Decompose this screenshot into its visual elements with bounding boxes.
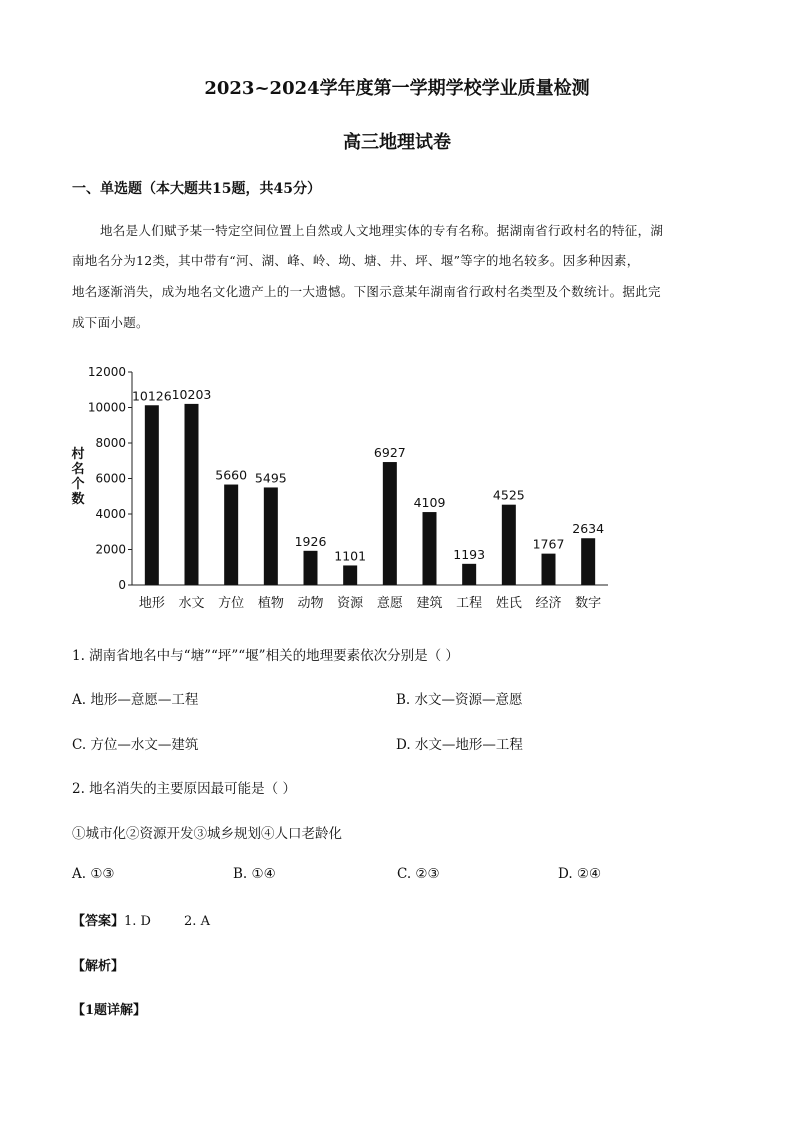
detail-label: 【1题详解】 bbox=[72, 1003, 147, 1018]
answer-line bbox=[72, 910, 210, 929]
bar-7 bbox=[383, 462, 397, 585]
bar-4 bbox=[264, 487, 278, 585]
bar-value-label: 5495 bbox=[254, 470, 287, 486]
answer-label: 【答案】 bbox=[72, 914, 125, 929]
y-tick-label: 10000 bbox=[87, 400, 126, 415]
bar-value-label: 10126 bbox=[131, 388, 172, 404]
bar-chart bbox=[60, 360, 620, 620]
category-label: 动物 bbox=[297, 596, 324, 611]
category-label: 经济 bbox=[535, 596, 562, 611]
y-axis-label-char: 名 bbox=[71, 462, 85, 477]
passage-line-3: 地名逐渐消失，成为地名文化遗产上的一大遗憾。下图示意某年湖南省行政村名类型及个数统计。据此完 bbox=[72, 284, 661, 299]
bar-value-label: 1101 bbox=[334, 548, 367, 564]
exam-title: 2023~2024学年度第一学期学校学业质量检测 bbox=[204, 78, 590, 99]
bar-8 bbox=[423, 512, 437, 585]
category-label: 建筑 bbox=[416, 596, 443, 611]
y-tick-label: 12000 bbox=[87, 365, 126, 379]
section-heading: 一、单选题（本大题共15题，共45分） bbox=[72, 181, 321, 197]
bar-1 bbox=[145, 405, 159, 585]
y-tick-label: 2000 bbox=[95, 542, 126, 557]
bar-value-label: 10203 bbox=[171, 386, 212, 402]
bar-value-label: 1193 bbox=[453, 546, 486, 562]
y-tick-label: 6000 bbox=[95, 471, 126, 486]
category-label: 植物 bbox=[257, 596, 284, 611]
question-2-option-b: B. ①④ bbox=[233, 866, 276, 882]
category-label: 姓氏 bbox=[495, 596, 522, 611]
category-label: 地形 bbox=[138, 596, 165, 611]
y-axis-label-char: 数 bbox=[71, 492, 85, 507]
bar-value-label: 1926 bbox=[294, 533, 327, 549]
bar-value-label: 4525 bbox=[492, 487, 525, 503]
passage-line-2: 南地名分为12类，其中带有“河、湖、峰、岭、坳、塘、井、坪、堰”等字的地名较多。因多种因素， bbox=[72, 253, 640, 268]
question-1-option-b: B. 水文—资源—意愿 bbox=[396, 692, 523, 708]
question-1-stem: 1. 湖南省地名中与“塘”“坪”“堰”相关的地理要素依次分别是（ ） bbox=[72, 648, 459, 664]
bar-12 bbox=[581, 538, 595, 585]
category-label: 方位 bbox=[218, 596, 245, 611]
question-1-option-c: C. 方位—水文—建筑 bbox=[72, 737, 199, 753]
category-label: 数字 bbox=[575, 596, 602, 611]
category-label: 资源 bbox=[337, 596, 364, 611]
bar-10 bbox=[502, 505, 516, 585]
passage-line-4: 成下面小题。 bbox=[72, 315, 149, 330]
passage-line-1: 地名是人们赋予某一特定空间位置上自然或人文地理实体的专有名称。据湖南省行政村名的特征，湖 bbox=[100, 223, 664, 238]
bar-value-label: 6927 bbox=[373, 445, 406, 461]
question-2-items: ①城市化②资源开发③城乡规划④人口老龄化 bbox=[72, 826, 342, 842]
question-2-option-a: A. ①③ bbox=[72, 866, 115, 882]
question-1-option-d: D. 水文—地形—工程 bbox=[396, 737, 523, 753]
question-2-stem: 2. 地名消失的主要原因最可能是（ ） bbox=[72, 781, 296, 797]
category-label: 水文 bbox=[178, 596, 205, 611]
bar-9 bbox=[462, 564, 476, 585]
bar-value-label: 2634 bbox=[572, 521, 605, 537]
y-axis-label-char: 村 bbox=[71, 447, 85, 462]
bar-value-label: 5660 bbox=[215, 467, 248, 483]
bar-11 bbox=[542, 554, 556, 585]
category-label: 意愿 bbox=[376, 596, 403, 611]
question-2-option-c: C. ②③ bbox=[397, 866, 440, 882]
bar-value-label: 4109 bbox=[413, 495, 446, 511]
question-1-option-a: A. 地形—意愿—工程 bbox=[72, 692, 199, 708]
y-tick-label: 0 bbox=[118, 578, 126, 592]
question-2-option-d: D. ②④ bbox=[558, 866, 602, 882]
bar-6 bbox=[343, 565, 357, 585]
analysis-label: 【解析】 bbox=[72, 959, 125, 974]
bar-value-label: 1767 bbox=[532, 536, 565, 552]
category-label: 工程 bbox=[456, 596, 483, 611]
bar-3 bbox=[224, 485, 238, 585]
y-tick-label: 8000 bbox=[95, 436, 126, 450]
bar-5 bbox=[304, 551, 318, 585]
exam-subtitle: 高三地理试卷 bbox=[343, 132, 451, 153]
answer-text: 1. D 2. A bbox=[124, 914, 210, 929]
bar-2 bbox=[185, 404, 199, 585]
y-tick-label: 4000 bbox=[95, 507, 126, 521]
y-axis-label-char: 个 bbox=[71, 477, 85, 492]
